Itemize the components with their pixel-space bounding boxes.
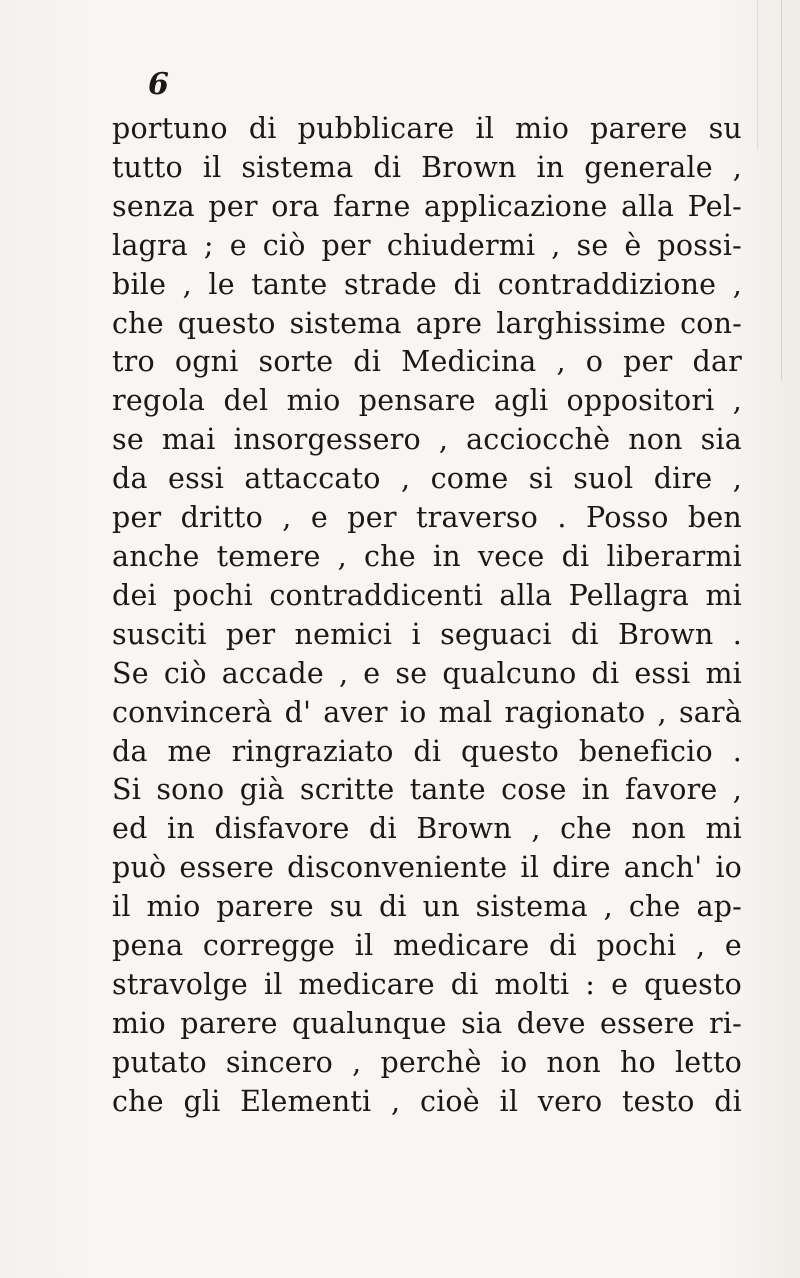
text-line: putato sincero , perchè io non ho letto: [112, 1045, 742, 1079]
text-line: pena corregge il medicare di pochi , e: [112, 929, 742, 963]
text-line: tutto il sistema di Brown in generale ,: [112, 150, 742, 184]
text-line: lagra ; e ciò per chiudermi , se è possi-: [112, 228, 742, 262]
body-text: [112, 110, 742, 1122]
text-line: Se ciò accade , e se qualcuno di essi mi: [112, 656, 742, 690]
text-line: ed in disfavore di Brown , che non mi: [112, 812, 742, 846]
text-line: bile , le tante strade di contraddizione ,: [112, 267, 742, 301]
text-line: senza per ora farne applicazione alla Pel-: [112, 189, 742, 223]
page-number: 6: [148, 67, 169, 102]
text-line: il mio parere su di un sistema , che ap-: [112, 890, 742, 924]
text-line: per dritto , e per traverso . Posso ben: [112, 501, 742, 535]
text-line: convincerà d' aver io mal ragionato , sarà: [112, 695, 742, 729]
text-line: dei pochi contraddicenti alla Pellagra mi: [112, 578, 742, 612]
text-line: susciti per nemici i seguaci di Brown .: [112, 617, 742, 651]
text-line: stravolge il medicare di molti : e questo: [112, 967, 742, 1001]
text-line: può essere disconveniente il dire anch' io: [112, 851, 742, 885]
text-line: mio parere qualunque sia deve essere ri-: [112, 1006, 742, 1040]
page-edge-line: [781, 0, 782, 380]
text-line: portuno di pubblicare il mio parere su: [112, 112, 742, 145]
text-line: anche temere , che in vece di liberarmi: [112, 539, 742, 573]
page-edge-line: [757, 0, 758, 150]
text-line: che questo sistema apre larghissime con-: [112, 306, 742, 340]
text-line: Si sono già scritte tante cose in favore ,: [112, 773, 742, 807]
text-line: da essi attaccato , come si suol dire ,: [112, 462, 742, 496]
text-line: da me ringraziato di questo beneficio .: [112, 734, 742, 768]
text-line: che gli Elementi , cioè il vero testo di: [112, 1084, 742, 1118]
text-line: regola del mio pensare agli oppositori ,: [112, 384, 742, 418]
text-line: tro ogni sorte di Medicina , o per dar: [112, 345, 742, 379]
text-line: se mai insorgessero , acciocchè non sia: [112, 423, 742, 457]
